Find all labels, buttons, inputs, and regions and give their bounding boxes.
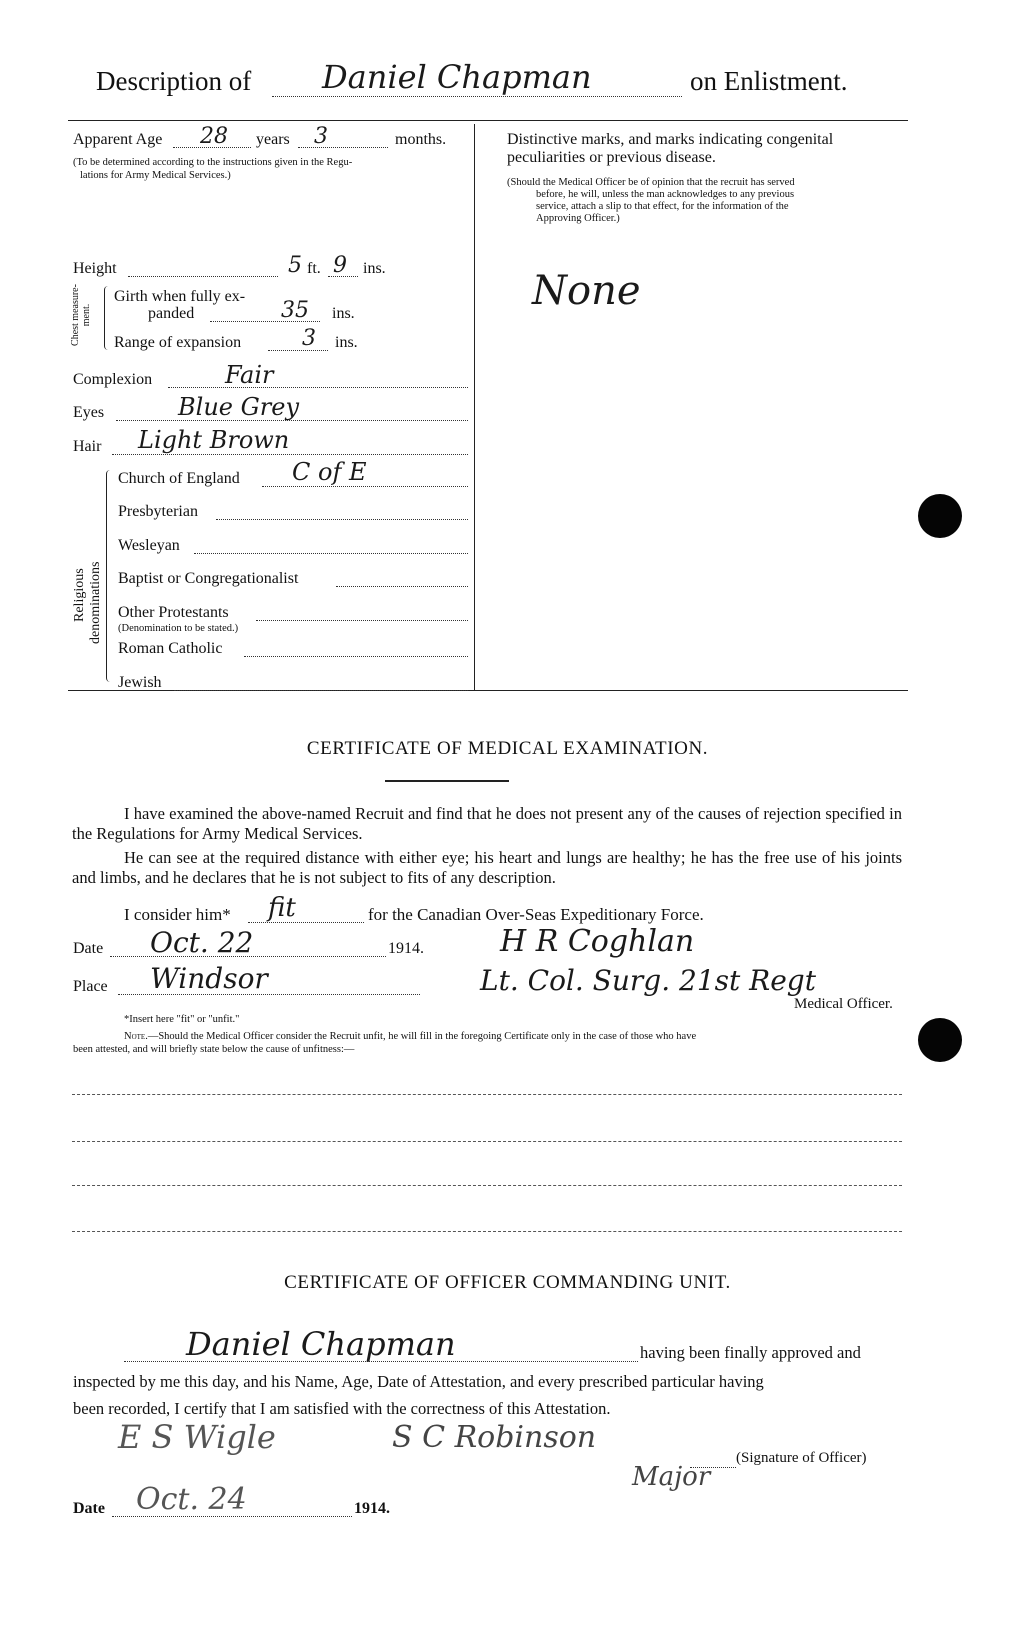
girth-label-2: panded	[148, 305, 195, 322]
note-line-2: been attested, and will briefly state below the cause of unfitness:—	[73, 1044, 355, 1055]
church-of-england-label: Church of England	[118, 470, 240, 487]
height-ft: 5	[288, 253, 302, 278]
distinctive-note-2: before, he will, unless the man acknowledges to any previous	[536, 189, 795, 200]
presbyterian-rule	[216, 519, 468, 520]
months-label: months.	[395, 131, 447, 148]
commanding-recruit-name: Daniel Chapman	[186, 1325, 456, 1363]
wesleyan-rule	[194, 553, 468, 554]
commanding-date-label: Date	[73, 1500, 105, 1517]
age-note-1: (To be determined according to the instructions given in the Regu-	[73, 157, 353, 168]
medical-officer-rank: Lt. Col. Surg. 21st Regt	[480, 964, 816, 997]
religion-label-2: denominations	[88, 561, 103, 644]
fit-rule	[248, 922, 364, 923]
wesleyan-label: Wesleyan	[118, 537, 180, 554]
apparent-age-label: Apparent Age	[73, 131, 163, 148]
height-rule	[128, 276, 278, 277]
church-rule	[262, 486, 468, 487]
age-note-2: lations for Army Medical Services.)	[80, 170, 231, 181]
roman-catholic-label: Roman Catholic	[118, 640, 223, 657]
commanding-year: 1914.	[354, 1500, 390, 1517]
header-suffix: on Enlistment.	[690, 66, 848, 96]
name-rule	[272, 96, 682, 97]
jewish-label: Jewish	[118, 674, 162, 691]
distinctive-marks-heading-1: Distinctive marks, and marks indicating congenital	[507, 131, 834, 148]
complexion-rule	[168, 387, 468, 388]
girth-value: 35	[281, 298, 309, 323]
header-prefix: Description of	[96, 66, 252, 96]
complexion-value: Fair	[225, 361, 274, 389]
years-label: years	[256, 131, 290, 148]
medical-officer-title: Medical Officer.	[794, 996, 893, 1012]
unfitness-line-2	[72, 1141, 902, 1142]
roman-catholic-rule	[244, 656, 468, 657]
commanding-date-value: Oct. 24	[136, 1482, 247, 1517]
chest-label: Chest measure- ment.	[70, 284, 92, 346]
hair-rule	[112, 454, 468, 455]
medical-title-rule	[385, 780, 509, 782]
other-protestants-rule	[256, 620, 468, 621]
height-label: Height	[73, 260, 117, 277]
medical-date-value: Oct. 22	[150, 926, 254, 959]
commanding-officer-signature: S C Robinson	[392, 1420, 597, 1455]
expansion-label: Range of expansion	[114, 334, 242, 351]
expansion-rule	[268, 350, 328, 351]
girth-unit: ins.	[332, 305, 355, 322]
medical-title: CERTIFICATE OF MEDICAL EXAMINATION.	[306, 738, 709, 759]
medical-para-1: I have examined the above-named Recruit and find that he does not present any of the causes of rejection specified in the Regulations for Army Medical Services.	[72, 804, 902, 843]
witness-signature: E S Wigle	[118, 1418, 276, 1456]
punch-hole-2	[918, 1018, 962, 1062]
denomination-note: (Denomination to be stated.)	[118, 623, 239, 634]
other-protestants-label: Other Protestants	[118, 604, 229, 621]
insert-note: *Insert here "fit" or "unfit."	[124, 1014, 240, 1025]
commanding-officer-rank: Major	[632, 1462, 711, 1492]
distinctive-marks-value: None	[532, 268, 641, 314]
unfitness-line-4	[72, 1231, 902, 1232]
presbyterian-label: Presbyterian	[118, 503, 198, 520]
place-label: Place	[73, 978, 108, 995]
age-months-rule	[298, 147, 388, 148]
chest-bracket	[104, 286, 111, 350]
commanding-title: CERTIFICATE OF OFFICER COMMANDING UNIT.	[284, 1272, 731, 1293]
note-line-1	[124, 1031, 696, 1042]
church-value: C of E	[292, 458, 367, 486]
fit-value: fit	[268, 893, 296, 923]
note-label: Note.	[124, 1031, 148, 1042]
distinctive-note-3: service, attach a slip to that effect, for the information of the	[536, 201, 789, 212]
distinctive-marks-heading-2: peculiarities or previous disease.	[507, 149, 716, 166]
commanding-line-2: inspected by me this day, and his Name, Age, Date of Attestation, and every prescribed particular having	[73, 1372, 764, 1391]
age-months: 3	[314, 124, 328, 149]
religion-bracket	[106, 470, 113, 682]
commanding-line-3: been recorded, I certify that I am satisfied with the correctness of this Attestation.	[73, 1399, 611, 1418]
eyes-label: Eyes	[73, 404, 105, 421]
height-ins: 9	[333, 253, 347, 278]
height-ins-label: ins.	[363, 260, 386, 277]
consider-prefix: I consider him*	[124, 905, 231, 924]
ft-label: ft.	[307, 260, 321, 277]
approved-text: having been finally approved and	[640, 1343, 861, 1362]
distinctive-note-1: (Should the Medical Officer be of opinion that the recruit has served	[507, 177, 795, 188]
medical-para-2: He can see at the required distance with either eye; his heart and lungs are healthy; he has the free use of his joints and limbs, and he declares that he is not subject to fits of any description.	[72, 848, 902, 887]
column-divider	[474, 124, 475, 690]
expansion-value: 3	[302, 326, 316, 351]
height-ins-rule	[328, 276, 358, 277]
baptist-rule	[336, 586, 468, 587]
unfitness-line-3	[72, 1185, 902, 1186]
hair-value: Light Brown	[138, 426, 290, 454]
eyes-value: Blue Grey	[178, 393, 300, 421]
medical-date-label: Date	[73, 940, 104, 957]
hair-label: Hair	[73, 438, 102, 455]
note-text-1: —Should the Medical Officer consider the Recruit unfit, he will fill in the foregoing Certificate only in the case of those who have	[147, 1031, 697, 1042]
recruit-name: Daniel Chapman	[322, 58, 592, 96]
baptist-label: Baptist or Congregationalist	[118, 570, 299, 587]
complexion-label: Complexion	[73, 371, 153, 388]
punch-hole-1	[918, 494, 962, 538]
age-years: 28	[200, 124, 228, 149]
jewish-rule	[174, 690, 468, 691]
place-value: Windsor	[150, 962, 268, 995]
signature-rule	[690, 1467, 736, 1468]
expansion-unit: ins.	[335, 334, 358, 351]
medical-officer-signature: H R Coghlan	[500, 924, 695, 959]
unfitness-line-1	[72, 1094, 902, 1095]
medical-year: 1914.	[388, 940, 424, 957]
consider-suffix: for the Canadian Over-Seas Expeditionary Force.	[368, 905, 704, 924]
girth-label-1: Girth when fully ex-	[114, 288, 246, 305]
distinctive-note-4: Approving Officer.)	[536, 213, 620, 224]
signature-label: (Signature of Officer)	[736, 1450, 867, 1466]
top-rule	[68, 120, 908, 121]
religion-label-1: Religious	[72, 568, 87, 622]
